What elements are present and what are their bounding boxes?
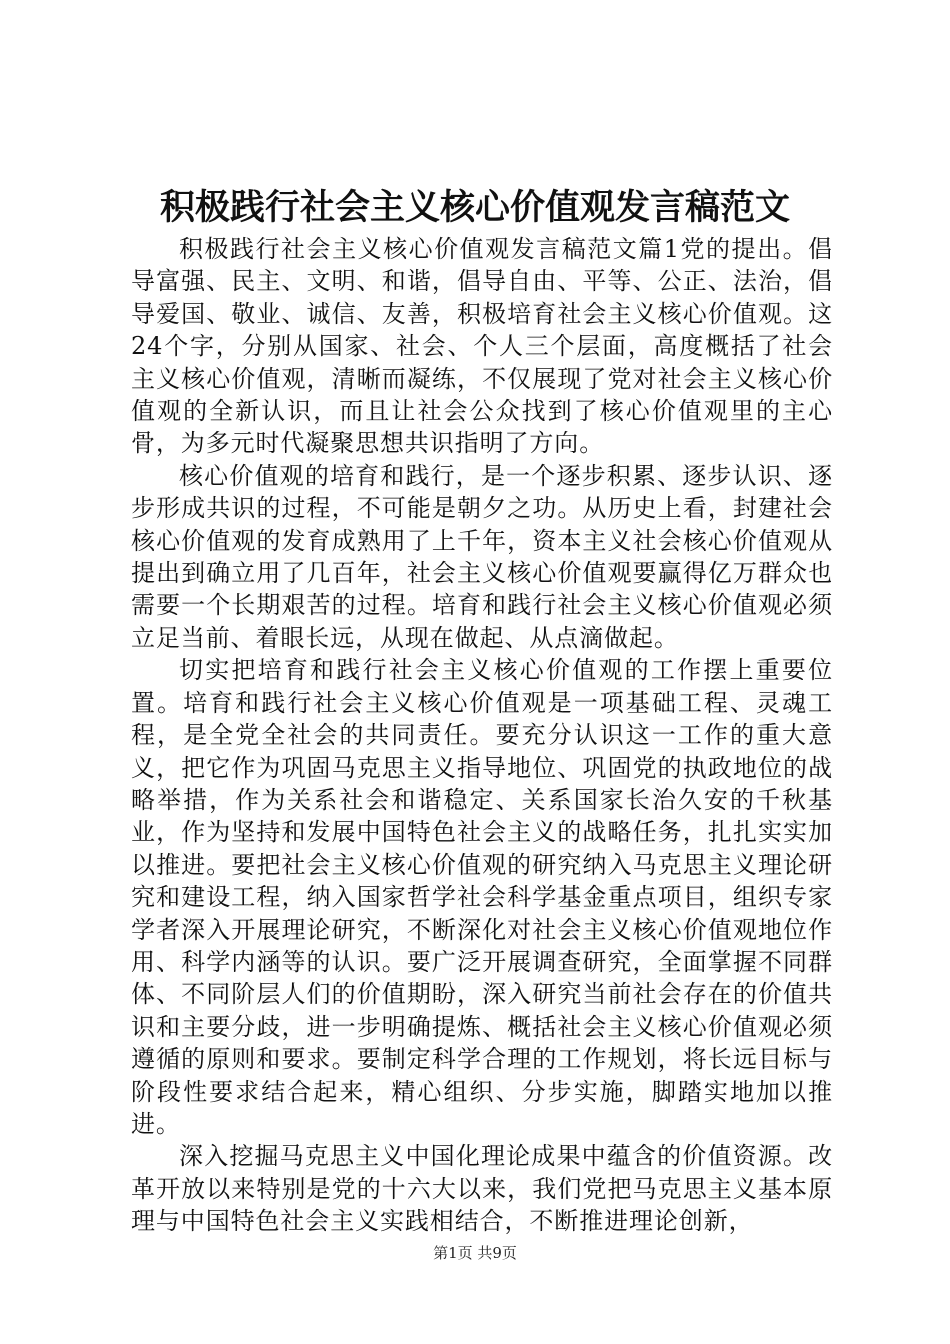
paragraph-4: 深入挖掘马克思主义中国化理论成果中蕴含的价值资源。改革开放以来特别是党的十六大以来，我们党把马克思主义基本原理与中国特色社会主义实践相结合，不断推进理论创新， bbox=[131, 1142, 833, 1236]
paragraph-2: 核心价值观的培育和践行，是一个逐步积累、逐步认识、逐步形成共识的过程，不可能是朝夕之功。从历史上看，封建社会核心价值观的发育成熟用了上千年，资本主义社会核心价值观从提出到确立用了几百年，社会主义核心价值观要赢得亿万群众也需要一个长期艰苦的过程。培育和践行社会主义核心价值观必须立足当前、着眼长远，从现在做起、从点滴做起。 bbox=[131, 461, 833, 652]
page-number-footer: 第1页 共9页 bbox=[433, 1244, 517, 1262]
document-title: 积极践行社会主义核心价值观发言稿范文 bbox=[159, 187, 790, 228]
paragraph-3: 切实把培育和践行社会主义核心价值观的工作摆上重要位置。培育和践行社会主义核心价值观是一项基础工程、灵魂工程，是全党全社会的共同责任。要充分认识这一工作的重大意义，把它作为巩固马克思主义指导地位、巩固党的执政地位的战略举措，作为关系社会和谐稳定、关系国家长治久安的千秋基业，作为坚持和发展中国特色社会主义的战略任务，扎扎实实加以推进。要把社会主义核心价值观的研究纳入马克思主义理论研究和建设工程，纳入国家哲学社会科学基金重点项目，组织专家学者深入开展理论研究，不断深化对社会主义核心价值观地位作用、科学内涵等的认识。要广泛开展调查研究，全面掌握不同群体、不同阶层人们的价值期盼，深入研究当前社会存在的价值共识和主要分歧，进一步明确提炼、概括社会主义核心价值观必须遵循的原则和要求。要制定科学合理的工作规划，将长远目标与阶段性要求结合起来，精心组织、分步实施，脚踏实地加以推进。 bbox=[131, 656, 833, 1138]
document-body bbox=[131, 233, 833, 1238]
paragraph-1: 积极践行社会主义核心价值观发言稿范文篇1党的提出。倡导富强、民主、文明、和谐，倡导自由、平等、公正、法治，倡导爱国、敬业、诚信、友善，积极培育社会主义核心价值观。这24个字，分别从国家、社会、个人三个层面，高度概括了社会主义核心价值观，清晰而凝练，不仅展现了党对社会主义核心价值观的全新认识，而且让社会公众找到了核心价值观里的主心骨，为多元时代凝聚思想共识指明了方向。 bbox=[131, 235, 833, 458]
